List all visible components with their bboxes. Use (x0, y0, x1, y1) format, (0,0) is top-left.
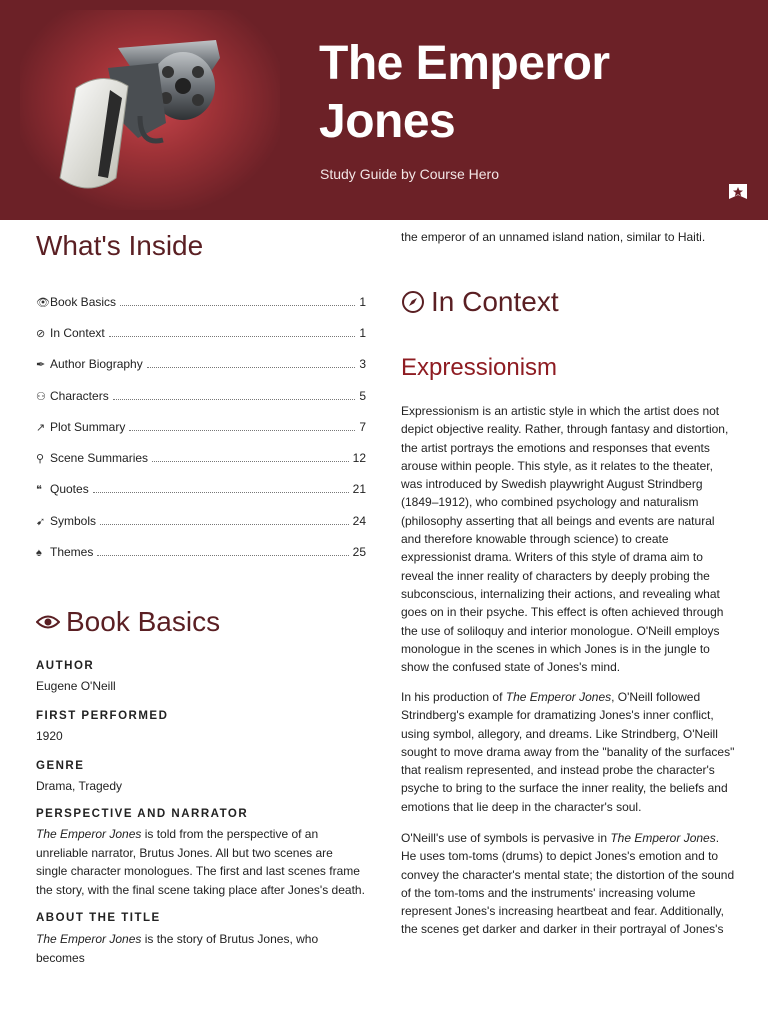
toc-item-label: Author Biography (50, 357, 143, 371)
toc-item-characters[interactable] (36, 389, 366, 407)
toc-page-number: 24 (352, 514, 366, 528)
toc-item-quotes[interactable] (36, 482, 366, 500)
play-title: The Emperor Jones (36, 827, 142, 841)
toc-page-number: 21 (352, 482, 366, 496)
cover-subtitle: Study Guide by Course Hero (320, 166, 499, 182)
context-p3-start: O'Neill's use of symbols is pervasive in (401, 831, 611, 845)
author-value: Eugene O'Neill (36, 679, 116, 693)
revolver-image (48, 28, 238, 203)
toc-page-number: 25 (352, 545, 366, 559)
toc-leader (109, 328, 356, 337)
context-p2-start: In his production of (401, 690, 506, 704)
toc-item-symbols[interactable] (36, 514, 366, 532)
play-title: The Emperor Jones (36, 932, 142, 946)
context-p3-rest: . He uses tom-toms (drums) to depict Jones's emotion and to convey the character's mental state; the distortion of the sound of the tom-toms and the instruments' increasing volume represent Jones's increasing heartbeat and fear. Additionally, the scenes get darker and darker in their portrayal of Jones's (401, 831, 735, 937)
context-p2-rest: , O'Neill followed Strindberg's example for dramatizing Jones's inner conflict, using symbol, allegory, and dreams. Like Strindberg, O'Neill sought to move drama away from the "banality of the surfaces" that realism represented, and instead probe the character's psyche to bring to the surface the inner reality, the beliefs and emotions that lie deep in the character's soul. (401, 690, 735, 814)
perspective-value (36, 825, 366, 899)
toc-item-scene-summaries[interactable] (36, 451, 366, 469)
expressionism-heading: Expressionism (401, 354, 558, 381)
first-performed-label: FIRST PERFORMED (36, 710, 169, 722)
cover-banner (0, 0, 768, 220)
cover-title-line-2: Jones (319, 95, 456, 148)
cover-title-line-1: The Emperor (319, 37, 610, 90)
eye-icon: 👁 (36, 297, 50, 309)
toc-item-in-context[interactable] (36, 326, 366, 344)
toc-page-number: 5 (359, 389, 366, 403)
toc-leader (97, 547, 348, 556)
compass-icon (401, 290, 425, 314)
toc-item-label: Characters (50, 389, 109, 403)
first-performed-value: 1920 (36, 729, 63, 743)
toc-item-label: Scene Summaries (50, 451, 149, 465)
toc-item-label: Plot Summary (50, 420, 126, 434)
in-context-heading-text: In Context (431, 286, 559, 317)
toc-item-label: Symbols (50, 514, 97, 528)
chart-icon: ↗ (36, 422, 46, 434)
play-title: The Emperor Jones (610, 831, 716, 845)
bird-icon: ➹ (36, 516, 46, 528)
eye-icon (36, 614, 60, 630)
toc-leader (147, 359, 356, 368)
toc-leader (129, 422, 355, 431)
perspective-text: is told from the perspective of an unreliable narrator, Brutus Jones. All but two scenes are single character monologues. The first and last scenes frame the story, with the final scene taking place after Jones's death. (36, 827, 365, 897)
perspective-label: PERSPECTIVE AND NARRATOR (36, 808, 249, 820)
toc-leader (120, 297, 355, 306)
about-title-label: ABOUT THE TITLE (36, 912, 161, 924)
about-title-text: is the story of Brutus Jones, who becomes (36, 932, 319, 965)
toc-item-plot-summary[interactable] (36, 420, 366, 438)
magnifier-icon: ⚲ (36, 453, 45, 465)
compass-icon: ⊘ (36, 328, 46, 340)
author-label: AUTHOR (36, 660, 95, 672)
whats-inside-heading: What's Inside (36, 230, 204, 261)
context-paragraph-2 (401, 688, 736, 816)
about-title-value (36, 930, 366, 967)
toc-item-author-biography[interactable] (36, 357, 366, 375)
book-basics-heading-text: Book Basics (66, 606, 221, 637)
toc-item-themes[interactable] (36, 545, 366, 563)
toc-item-label: Themes (50, 545, 94, 559)
context-paragraph-1: Expressionism is an artistic style in which the artist does not depict objective reality. Rather, through fantasy and distortion, the artist portrays the emotions and responses that events arouse within people. This style, as it relates to the theater, was introduced by Swedish playwright August Strindberg (1849–1912), who combined psychology and naturalism (philosophy asserting that all beings and events are natural and therefore knowable through science) to create expressionist drama. Writers of this style of drama aim to reveal the inner reality of characters by deeply probing the subconscious, internalizing their actions, and revealing what goes on in their psyche. This effect is often achieved through the use of soliloquy and interior monologue. O'Neill employs monologue in the scenes in which Jones is in the jungle to show the confused state of Jones's mind. (401, 404, 729, 675)
toc-leader (93, 484, 349, 493)
genre-label: GENRE (36, 760, 85, 772)
toc-item-book-basics[interactable] (36, 295, 366, 313)
genre-value: Drama, Tragedy (36, 779, 123, 793)
book-basics-heading (36, 606, 220, 638)
toc-leader (100, 516, 349, 525)
masks-icon: ♠ (36, 547, 42, 559)
toc-leader (113, 391, 356, 400)
toc-page-number: 12 (352, 451, 366, 465)
toc-page-number: 1 (359, 295, 366, 309)
course-hero-logo-icon (728, 183, 748, 203)
toc-item-label: In Context (50, 326, 105, 340)
quote-icon: ❝ (36, 484, 42, 496)
toc-page-number: 3 (359, 357, 366, 371)
play-title: The Emperor Jones (505, 690, 612, 704)
continued-text: the emperor of an unnamed island nation, similar to Haiti. (401, 230, 706, 244)
pen-nib-icon: ✒ (36, 359, 46, 371)
context-paragraph-3 (401, 829, 736, 939)
toc-page-number: 1 (359, 326, 366, 340)
toc-page-number: 7 (359, 420, 366, 434)
toc-item-label: Quotes (50, 482, 89, 496)
people-icon: ⚇ (36, 391, 46, 403)
in-context-heading (401, 286, 559, 318)
toc-leader (152, 453, 349, 462)
toc-item-label: Book Basics (50, 295, 117, 309)
